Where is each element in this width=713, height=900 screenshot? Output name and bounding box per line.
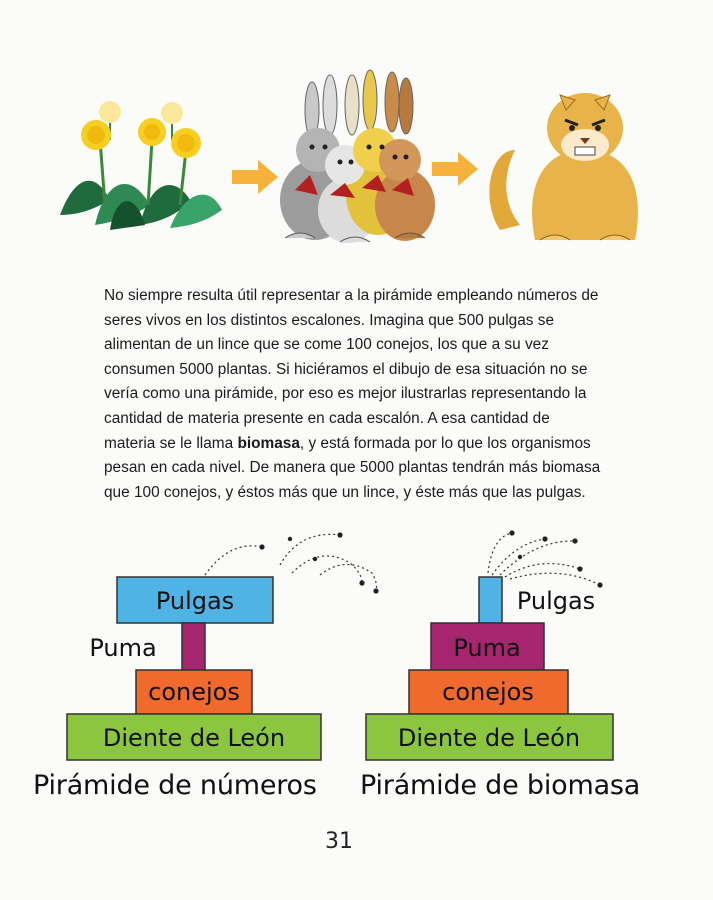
- pyr-biomass-rabbits-label: conejos: [442, 678, 534, 706]
- dandelion-icon: [60, 101, 222, 230]
- rabbits-icon: [280, 70, 435, 243]
- pyramid-biomass: [366, 530, 613, 760]
- pyr-biomass-fleas-block: [479, 577, 502, 623]
- arrow-right-icon: [232, 160, 278, 194]
- page-number: 31: [325, 829, 353, 854]
- pyr-numbers-puma-label: Puma: [89, 634, 157, 662]
- pyr-numbers-puma-block: [182, 623, 205, 670]
- body-paragraph: No siempre resulta útil representar a la pirámide empleando números de seres vivos en los distintos escalones. Imagina que 500 pulgas se alimentan de un lince que se come 100 conejos, los que a su vez consumen 5000 plantas. Si hiciéramos el dibujo de esa situación no se vería como una pirámide, por eso es mejor ilustrarlas representando la cantidad de materia presente en cada escalón. A esa cantidad de materia se le llama biomasa, y está formada por lo que los organismos pesan en cada nivel. De manera que 5000 plantas tendrán más biomasa que 100 conejos, y éstos más que un lince, y éste más que las pulgas.: [104, 287, 601, 501]
- arrow-right-icon: [432, 152, 478, 186]
- caption-pyramid-biomass: Pirámide de biomasa: [360, 770, 641, 801]
- pyr-biomass-puma-label: Puma: [453, 634, 521, 662]
- puma-icon: [489, 93, 638, 240]
- biomasa-term: biomasa: [237, 434, 300, 452]
- pyr-numbers-dandelion-label: Diente de León: [102, 724, 286, 752]
- caption-pyramid-numbers: Pirámide de números: [33, 770, 317, 801]
- food-chain-illustration: [0, 0, 713, 270]
- pyr-numbers-fleas-label: Pulgas: [155, 587, 235, 615]
- pyr-numbers-rabbits-label: conejos: [148, 678, 240, 706]
- pyramid-numbers: [67, 532, 379, 760]
- pyr-biomass-dandelion-label: Diente de León: [397, 724, 581, 752]
- pyr-biomass-fleas-label: Pulgas: [516, 587, 596, 615]
